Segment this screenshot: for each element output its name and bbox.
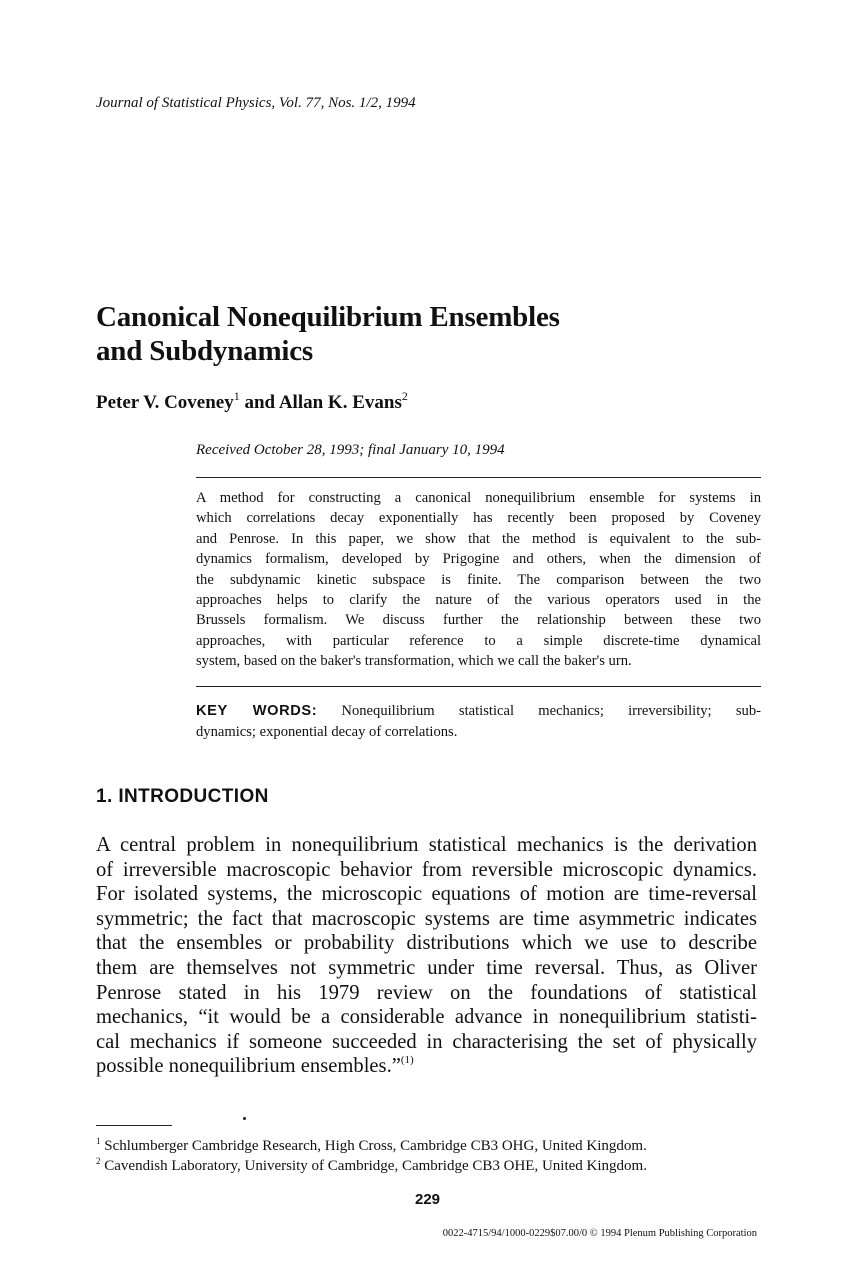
copyright-line: 0022-4715/94/1000-0229$07.00/0 © 1994 Plenum Publishing Corporation	[442, 1228, 757, 1239]
introduction-paragraph	[96, 833, 757, 1079]
body-line: For isolated systems, the microscopic equations of motion are time-reversal	[96, 883, 757, 906]
abstract-line: approaches helps to clarify the nature of the various operators used in the	[196, 591, 761, 608]
footnote-mark: 1	[96, 1136, 101, 1146]
body-line: cal mechanics if someone succeeded in characterising the set of physically	[96, 1030, 757, 1053]
author-name: Allan K. Evans	[278, 392, 402, 413]
footnote-text: Cavendish Laboratory, University of Cambridge, Cambridge CB3 OHE, United Kingdom.	[104, 1157, 647, 1174]
citation-marker: (1)	[400, 1054, 414, 1067]
abstract-line: which correlations decay exponentially has recently been proposed by Coveney	[196, 510, 761, 527]
keywords-top-rule	[196, 686, 761, 687]
abstract-line: approaches, with particular reference to a simple discrete-time dynamical	[196, 632, 761, 649]
body-line: Penrose stated in his 1979 review on the foundations of statistical	[96, 981, 757, 1004]
author-list	[96, 389, 408, 414]
footnote-text: Schlumberger Cambridge Research, High Cross, Cambridge CB3 OHG, United Kingdom.	[104, 1138, 647, 1154]
footnote	[96, 1137, 757, 1157]
footnote-marker: 2	[401, 389, 408, 403]
footnote-marker: 1	[233, 389, 240, 403]
abstract-line: and Penrose. In this paper, we show that the method is equivalent to the sub-	[196, 530, 761, 547]
abstract-line: dynamics formalism, developed by Prigogine and others, when the dimension of	[196, 551, 761, 568]
abstract-line: A method for constructing a canonical nonequilibrium ensemble for systems in	[196, 490, 761, 506]
paper-title-line-2: and Subdynamics	[96, 335, 314, 367]
body-line: of irreversible macroscopic behavior from reversible microscopic dynamics.	[96, 858, 757, 881]
footnote-mark: 2	[96, 1155, 101, 1166]
body-line: mechanics, “it would be a considerable advance in nonequilibrium statisti-	[96, 1006, 757, 1029]
paper-title-line-1: Canonical Nonequilibrium Ensembles	[96, 301, 560, 333]
footnote-rule	[96, 1125, 172, 1126]
body-line: that the ensembles or probability distributions which we use to describe	[96, 932, 757, 955]
footnotes	[96, 1137, 757, 1176]
abstract-line: Brussels formalism. We discuss further the relationship between these two	[196, 612, 761, 629]
received-dates: Received October 28, 1993; final January 10, 1994	[196, 442, 505, 458]
keywords	[196, 701, 761, 742]
body-line: them are themselves not symmetric under time reversal. Thus, as Oliver	[96, 956, 757, 979]
abstract-line: system, based on the baker's transformation, which we call the baker's urn.	[196, 653, 632, 670]
keywords-line: dynamics; exponential decay of correlations.	[196, 723, 458, 740]
body-last-line-text: possible nonequilibrium ensembles.”	[96, 1055, 401, 1078]
abstract-line: the subdynamic kinetic subspace is finite. The comparison between the two	[196, 571, 761, 588]
footnote	[96, 1157, 757, 1177]
keywords-text: Nonequilibrium statistical mechanics; irreversibility; sub-	[317, 703, 761, 719]
section-heading: 1. INTRODUCTION	[96, 786, 269, 807]
keywords-line	[196, 701, 761, 722]
journal-citation: Journal of Statistical Physics, Vol. 77, Nos. 1/2, 1994	[96, 95, 416, 111]
body-line: symmetric; the fact that macroscopic systems are time asymmetric indicates	[96, 907, 757, 930]
scan-speck	[243, 1117, 246, 1120]
paper-title	[96, 300, 560, 368]
keywords-label: KEY WORDS:	[196, 703, 318, 719]
author-joiner: and	[239, 392, 279, 413]
author-name: Peter V. Coveney	[96, 392, 234, 413]
body-line	[96, 1054, 757, 1079]
abstract-top-rule	[196, 477, 761, 478]
body-line: A central problem in nonequilibrium statistical mechanics is the derivation	[96, 834, 757, 856]
page-number: 229	[414, 1191, 441, 1208]
abstract	[196, 488, 761, 672]
